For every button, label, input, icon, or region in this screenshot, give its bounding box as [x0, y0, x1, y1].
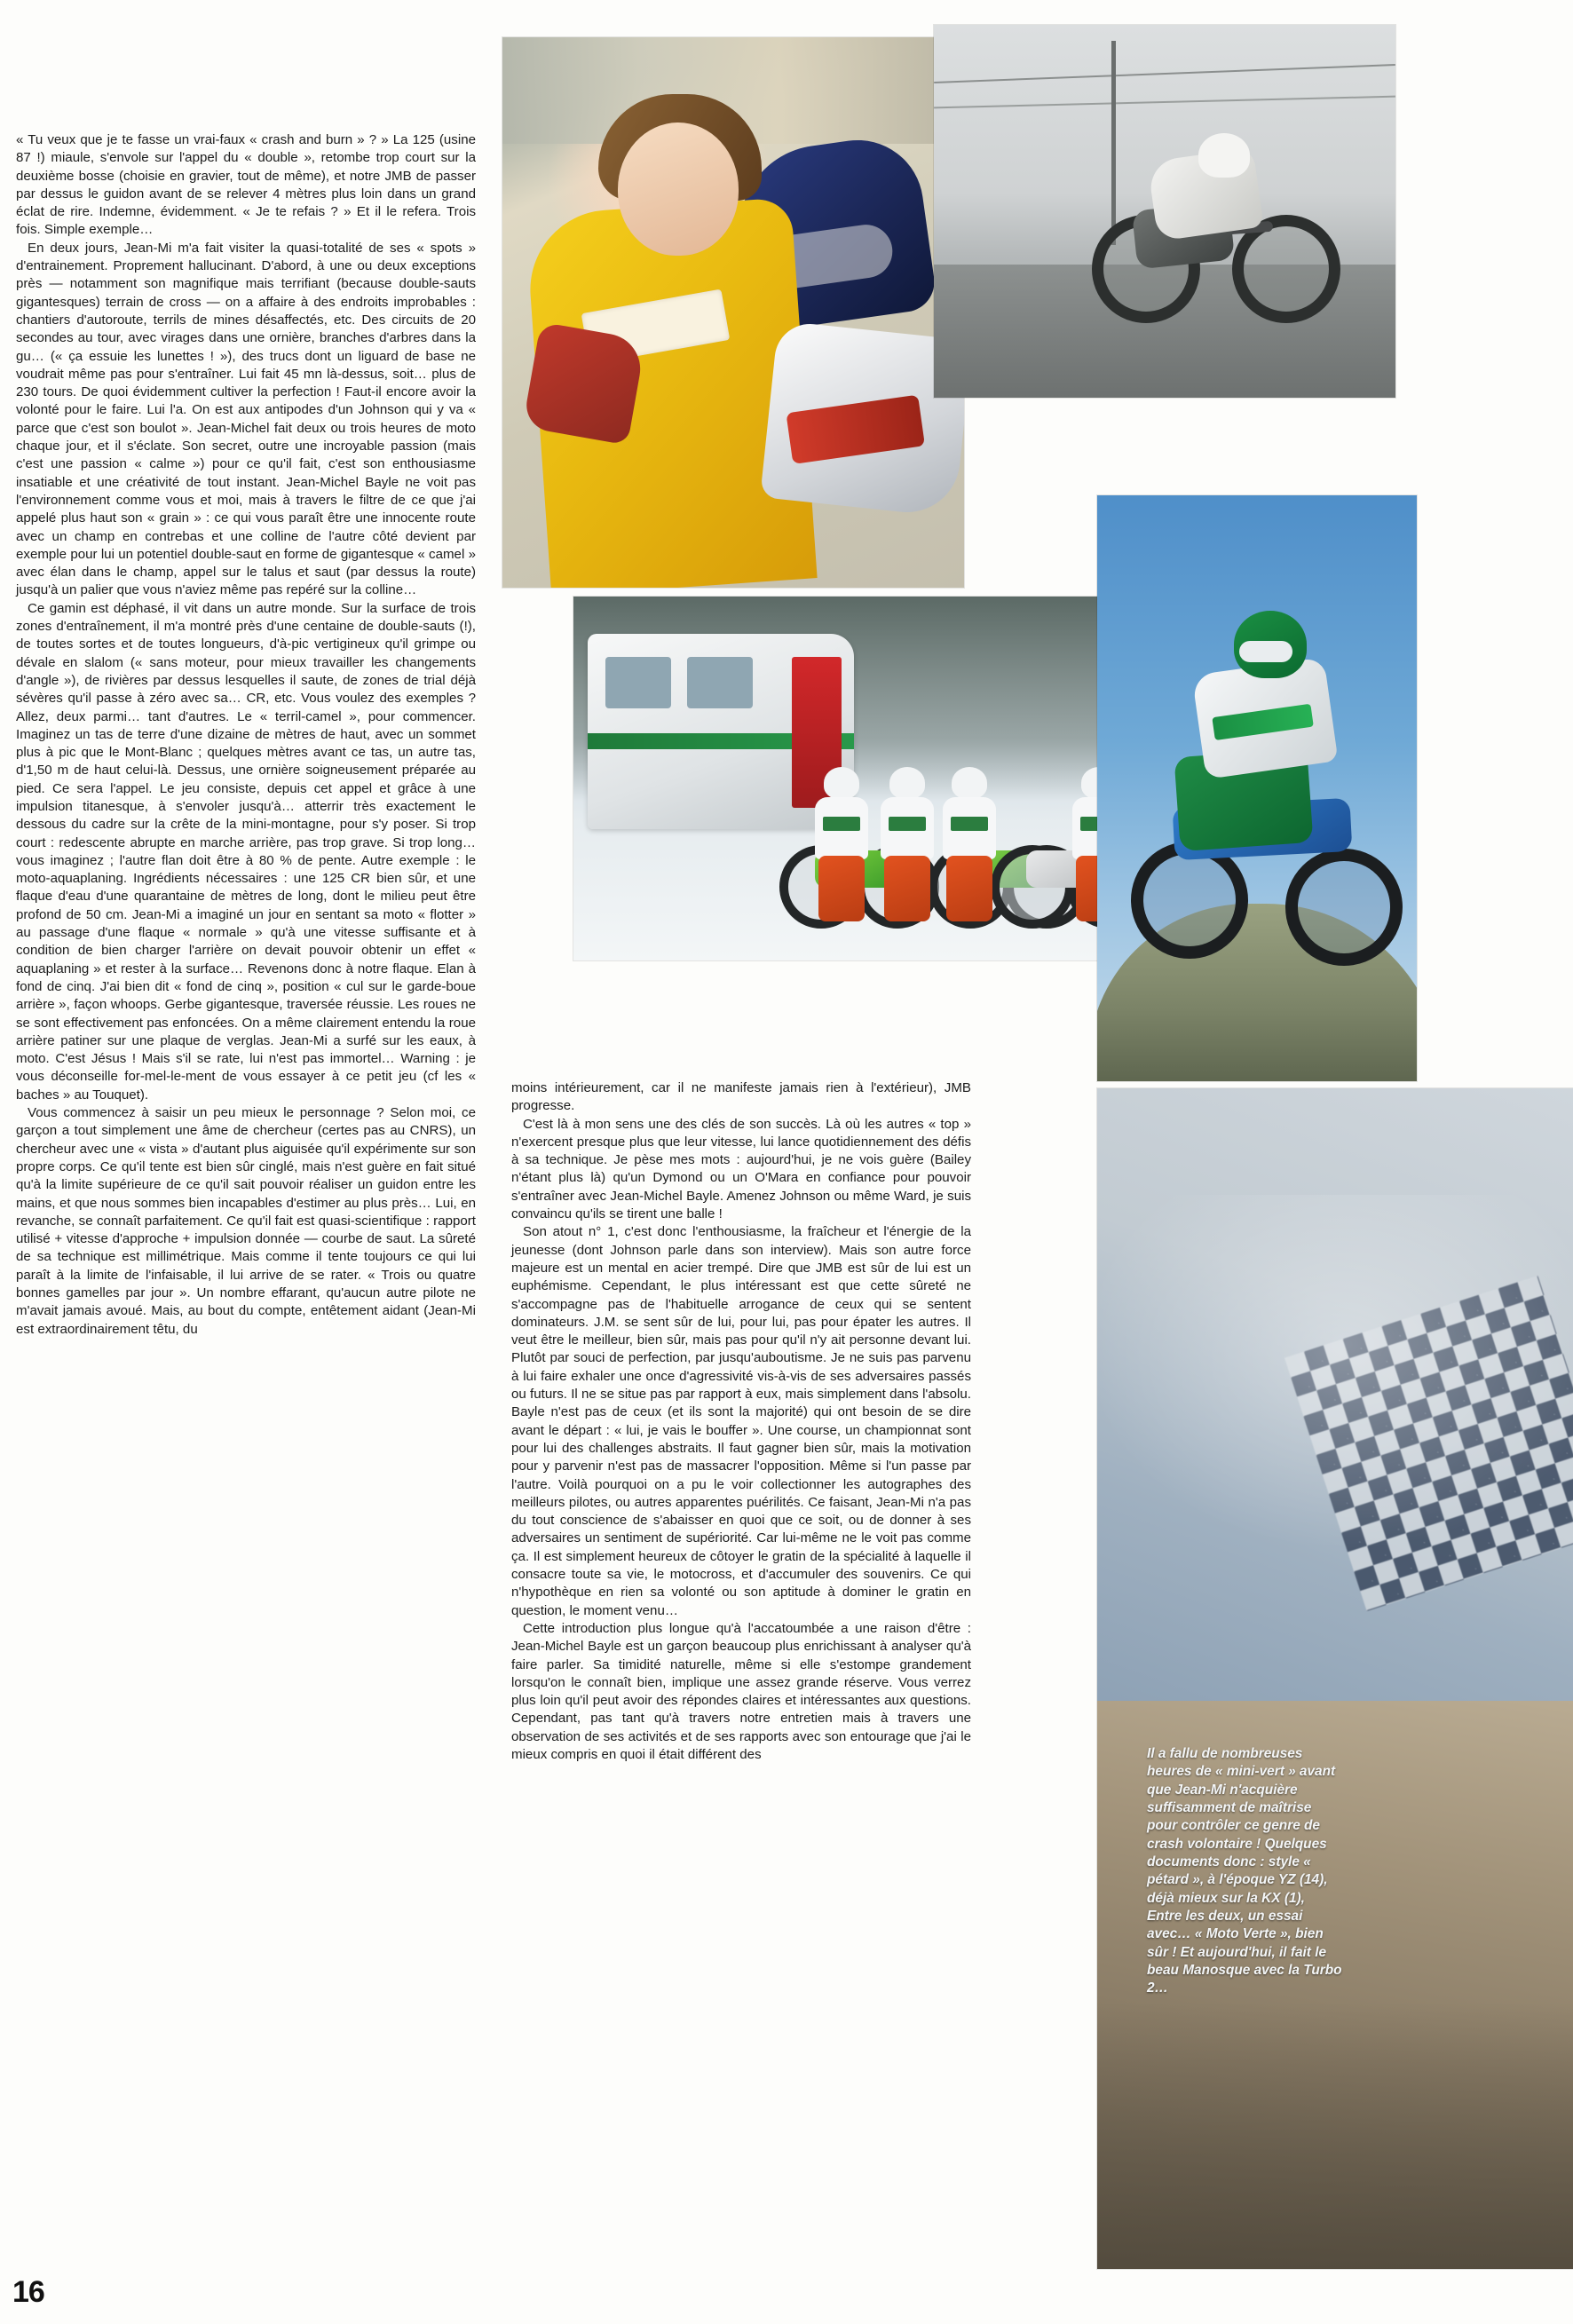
text-column-1	[16, 131, 476, 1339]
paragraph: C'est là à mon sens une des clés de son succès. Là où les autres « top » n'exercent presque plus que leur vitesse, lui lance quotidiennement des défis à sa technique. Je pèse mes mots : aujourd'hui, je ne vois guère (Bailey n'étant plus là) qu'un Dymond ou un O'Mara en confiance pour pouvoir s'entraîner avec Jean-Michel Bayle. Amenez Johnson ou même Ward, je suis convaincu qu'ils se tirent une balle !	[511, 1116, 971, 1222]
paragraph: « Tu veux que je te fasse un vrai-faux « crash and burn » ? » La 125 (usine 87 !) miaule, s'envole sur l'appel du « double », retombe trop court sur la deuxième bosse (choisie en gravier, tout de même), et notre JMB de passer par dessus le guidon avant de se relever 4 mètres plus loin dans un grand éclat de rire. Indemne, évidemment. « Je te refais ? » Et il le refera. Trois fois. Simple exemple…	[16, 132, 476, 238]
paragraph: Ce gamin est déphasé, il vit dans un autre monde. Sur la surface de trois zones d'entraînement, il m'a montré près d'une centaine de double-sauts (!), de toutes sortes et de toutes longueurs, d'à-pic vertigineux qu'il grimpe ou dévale en slalom (« sans moteur, pour mieux travailler les changements d'angle »), de rivières par dessus lesquelles il saute, de zones de trial déjà sévères qu'il passe à zéro avec sa… CR, etc. Vous voulez des exemples ? Allez, deux parmi… tant d'autres. Le « terril-camel », pour commencer. Imaginez un tas de terre d'une dizaine de mètres de haut, avec un sommet plus à pic que le Mont-Blanc ; quelques mètres avant ce tas, un autre tas, d'1,50 m de haut celui-là. Dessus, une ornière soigneusement préparée au pied. Ce sera l'appel. Le jeu consiste, depuis cet appel et grâce à une impulsion titanesque, à s'envoler jusqu'à… atterrir très exactement le dessous du cadre sur la crête de la mini-montagne, pour s'y poser. Si trop court : redescente abrupte en marche arrière, pas trop grave. Si trop long… vous imaginez ; l'autre flan doit être à 80 % de pente. Autre exemple : le moto-aquaplaning. Ingrédients nécessaires : une 125 CR bien sûr, et une flaque d'eau d'une quarantaine de mètres de long, dont le milieu peut être profond de 50 cm. Jean-Mi a imaginé un jour en sentant sa moto « flotter » au passage d'une flaque « normale » qu'à une vitesse suffisante et à condition de bien charger l'arrière on devait pouvoir obtenir un effet « aquaplaning » et rester à la surface… Revenons donc à notre flaque. Elan à fond de cinq. J'ai bien dit « fond de cinq », position « cul sur le garde-boue arrière », façon whoops. Gerbe gigantesque, traversée réussie. Les roues ne se sont effectivement pas enfoncées. On a même clairement entendu la roue arrière patiner sur une plaque de verglas. Jean-Mi a surfé sur les eaux, à moto. C'est Jésus ! Mais s'il se rate, lui n'est pas immortel… Warning : je vous déconseille for-mel-le-ment de vous essayer à ce petit jeu (cf les « baches » au Touquet).	[16, 600, 476, 1103]
snow-truck-photo	[573, 597, 1133, 960]
portrait-yamaha-photo	[502, 37, 964, 588]
paragraph: Son atout n° 1, c'est donc l'enthousiasme, la fraîcheur et l'énergie de la jeunesse (dont Johnson parle dans son interview). Mais son autre force majeure est un mental en acier trempé. Dire que JMB est sûr de lui est un euphémisme. Cependant, le plus intéressant est que cette sûreté ne s'accompagne pas de l'habituelle arrogance de ceux qui se sentent dominateurs. J.M. se sent sûr de lui, pour lui, pas pour épater les autres. Il veut être le meilleur, bien sûr, mais pas pour qu'il n'y ait personne devant lui. Plutôt par souci de perfection, par jusqu'auboutisme. Je ne suis pas parvenu à lui faire exhaler une once d'agressivité vis-à-vis de ses adversaires passés ou futurs. Il ne se situe pas par rapport à eux, mais simplement dans l'absolu. Bayle n'est pas de ceux (et ils sont la majorité) qui ont besoin de se dire avant le départ : « lui, je vais le bouffer ». Une course, un championnat sont pour lui des challenges abstraits. Il faut gagner bien sûr, mais la motivation pour y parvenir n'est pas de massacrer l'opposition. Même si l'un passe par l'autre. Voilà pourquoi on a pu le voir collectionner les autographes des meilleurs pilotes, ou autres apparentes puérilités. Ce faisant, Jean-Mi n'a pas du tout conscience de s'abaisser en quoi que ce soit, ou de donner à ses adversaires un sentiment de supériorité. Car lui-même ne le voit pas comme ça. Il est simplement heureux de côtoyer le gratin de la spécialité à laquelle il consacre toute sa vie, le motocross, et d'accumuler des souvenirs. Ce qui n'hypothèque en rien sa volonté ou son aptitude à dominer le gratin en question, le moment venu…	[511, 1224, 971, 1618]
paragraph: En deux jours, Jean-Mi m'a fait visiter la quasi-totalité de ses « spots » d'entrainement. Proprement hallucinant. D'abord, à une ou deux exceptions près — notamment son magnifique mais terrifiant (because double-sauts gigantesques) terrain de cross — on a affaire à des endroits improbables : chantiers d'autoroute, terrils de mines désaffectés, etc. Des circuits de 20 secondes au tour, avec virages dans une ornière, branches d'arbres dans la gu… (« ça essuie les lunettes ! »), des trucs dont un liguard de base ne voudrait même pas pour s'entraîner. Lui fait 45 mn là-dessus, soit… plus de 230 tours. De quoi évidemment cultiver la perfection ! Faut-il encore avoir la volonté pour le faire. Lui l'a. On est aux antipodes d'un Johnson qui y va « parce que c'est son boulot ». Jean-Michel fait deux ou trois heures de moto chaque jour, et il s'éclate. Son secret, outre une incroyable passion (mais c'est une passion « calme ») pour ce qu'il fait, c'est son enthousiasme insatiable et une créativité de tout instant. Jean-Michel Bayle ne voit pas l'environnement comme vous et moi, mais à travers le filtre de ce que j'ai appelé plus haut son « grain » : ce qui vous paraît être une innocente route avec un champ en contrebas et une colline de l'autre côté devient par exemple pour lui un potentiel double-saut en forme de gigantesque « camel » avec élan dans le champ, appel sur le talus et saut (par dessus la route) jusqu'à un palier que vous n'aviez même pas repéré sur la colline…	[16, 240, 476, 598]
jump-kx-photo	[1097, 495, 1417, 1081]
paragraph: Vous commencez à saisir un peu mieux le personnage ? Selon moi, ce garçon a tout simplement une âme de chercheur (certes pas au CNRS), un chercheur avec une « vista » d'autant plus aiguisée qu'il expérimente sur son propre corps. Ce qu'il tente est bien sûr cinglé, mais n'est guère en fait situé qu'à la limite supérieure de ce qu'il sait pouvoir réaliser un guidon entre les mains, et que nous sommes bien incapables d'estimer au plus près… Lui, en revanche, se connaît parfaitement. Ce qu'il fait est quasi-scientifique : rapport utilisé + vitesse d'approche + impulsion donnée — courbe de saut. La sûreté de sa technique est millimétrique. Mais comme il tente toujours ce qui lui paraît à la limite de l'infaisable, il lui arrive de se rater. « Trois ou quatre bonnes gamelles par jour ». Un nombre effarant, qu'aucun autre pilote ne m'avait jamais avoué. Mais, au bout du compte, entêtement aidant (Jean-Mi est extraordinairement têtu, du	[16, 1105, 476, 1337]
text-column-2	[511, 1079, 971, 1764]
track-blur-photo	[1097, 1088, 1573, 2269]
photo-caption: Il a fallu de nombreuses heures de « mini-vert » avant que Jean-Mi n'acquière suffisamment de maîtrise pour contrôler ce genre de crash volontaire ! Quelques documents donc : style « pétard », à l'époque YZ (14), déjà mieux sur la KX (1), Entre les deux, un essai avec… « Moto Verte », bien sûr ! Et aujourd'hui, il fait le beau Manosque avec la Turbo 2…	[1147, 1746, 1342, 1996]
paragraph: moins intérieurement, car il ne manifeste jamais rien à l'extérieur), JMB progresse.	[511, 1080, 971, 1114]
black-white-rider-photo	[934, 25, 1395, 398]
paragraph: Cette introduction plus longue qu'à l'accatoumbée a une raison d'être : Jean-Michel Bayle est un garçon beaucoup plus enrichissant à analyser qu'à faire parler. Sa timidité naturelle, même si elle s'estompe grandement lorsqu'on le connaît bien, implique une assez grande réserve. Vous verrez plus loin qu'il peut avoir des répondes claires et intéressantes aux questions. Cependant, pas tant qu'à travers notre entretien mais à travers une observation de ses activités et de ses rapports avec son entourage que j'ai le mieux compris en quoi il était différent des	[511, 1620, 971, 1762]
page-number: 16	[12, 2275, 44, 2309]
